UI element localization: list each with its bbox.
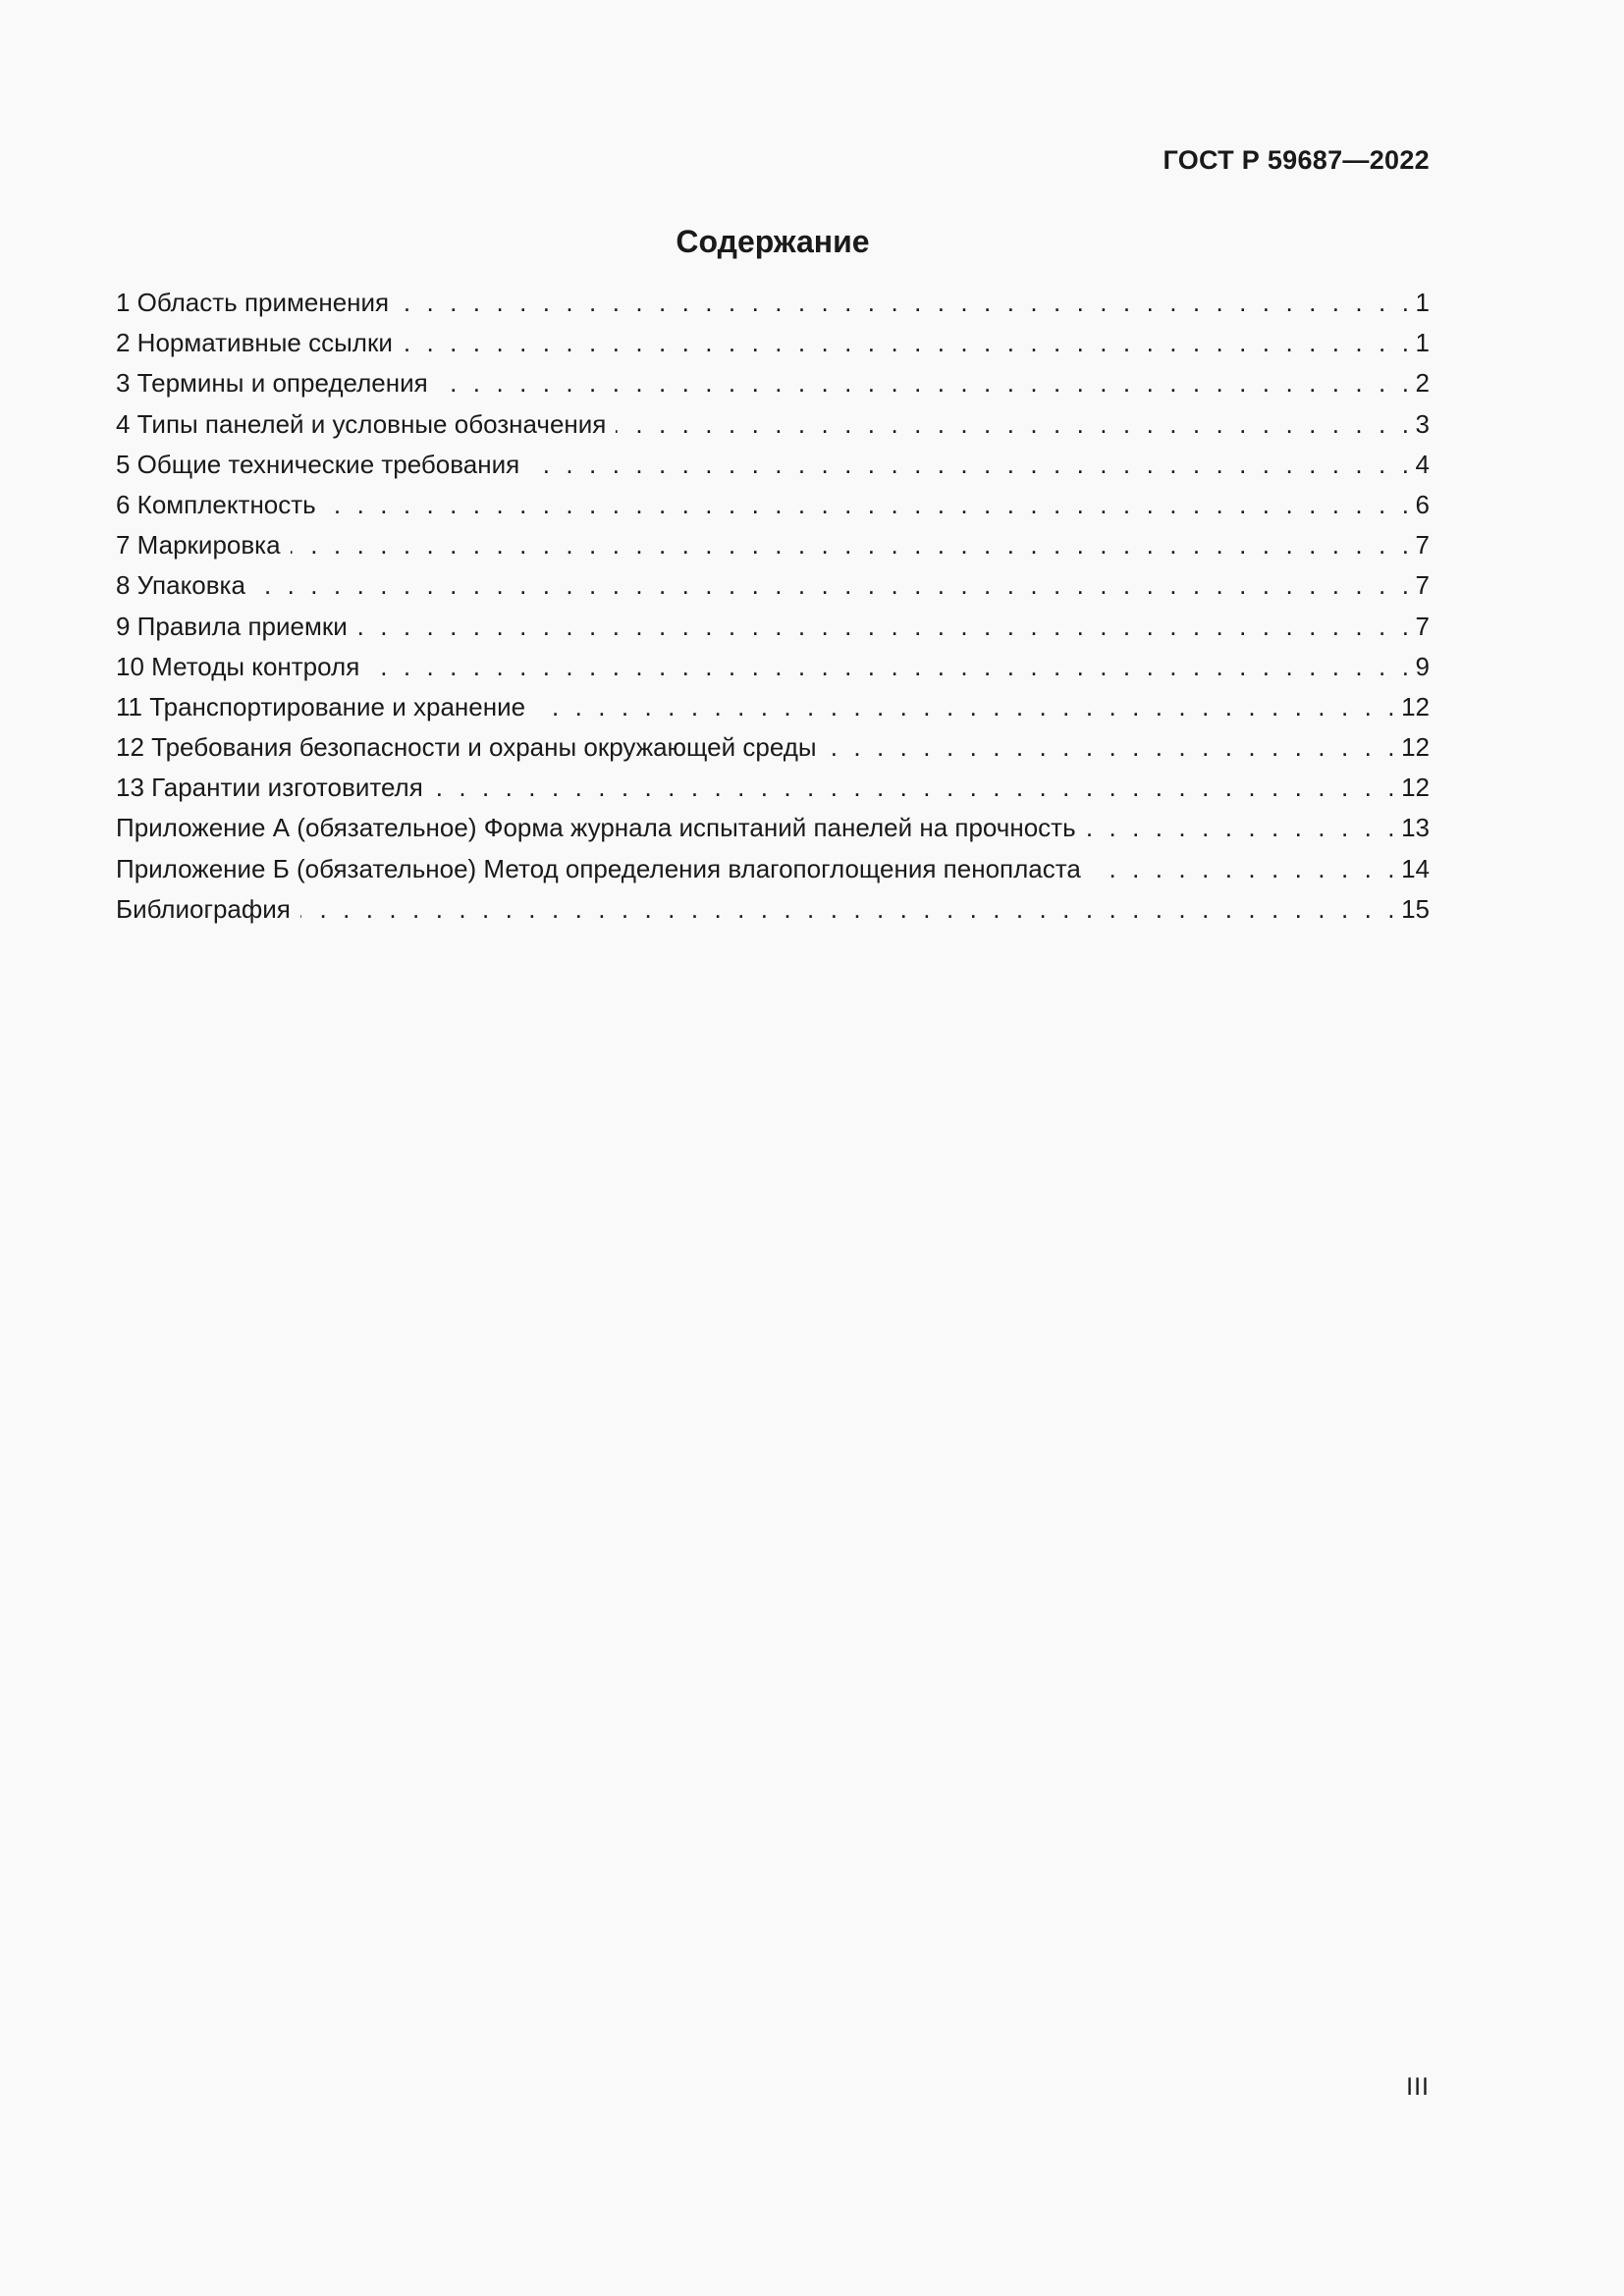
toc-entry-label: 6 Комплектность bbox=[116, 489, 316, 519]
toc-entry-label: Приложение А (обязательное) Форма журнала испытаний панелей на прочность bbox=[116, 813, 1076, 843]
toc-entry-label: 13 Гарантии изготовителя bbox=[116, 773, 423, 803]
toc-entry[interactable] bbox=[116, 849, 1430, 889]
toc-entry[interactable] bbox=[116, 727, 1430, 768]
dot-leader bbox=[433, 768, 1399, 808]
toc-entry[interactable] bbox=[116, 647, 1430, 687]
dot-leader bbox=[1086, 808, 1399, 848]
toc-entry[interactable] bbox=[116, 525, 1430, 565]
toc-entry[interactable] bbox=[116, 808, 1430, 848]
page-number: III bbox=[1406, 2073, 1430, 2101]
toc-title: Содержание bbox=[676, 224, 870, 259]
dot-leader bbox=[369, 647, 1413, 687]
toc-entry-label: 11 Транспортирование и хранение bbox=[116, 691, 526, 721]
toc-entry-page: 12 bbox=[1401, 732, 1430, 763]
toc-entry[interactable] bbox=[116, 283, 1430, 323]
dot-leader bbox=[291, 525, 1414, 565]
dot-leader bbox=[529, 445, 1413, 485]
toc-entry-page: 3 bbox=[1415, 408, 1430, 439]
toc-entry-label: 3 Термины и определения bbox=[116, 368, 428, 399]
dot-leader bbox=[300, 889, 1399, 930]
toc-entry-page: 9 bbox=[1415, 651, 1430, 681]
toc-entry-page: 13 bbox=[1401, 813, 1430, 843]
toc-entry[interactable] bbox=[116, 768, 1430, 808]
toc-entry-label: 7 Маркировка bbox=[116, 530, 281, 561]
dot-leader bbox=[616, 404, 1413, 445]
toc-entry-label: 12 Требования безопасности и охраны окружающей среды bbox=[116, 732, 817, 763]
dot-leader bbox=[535, 687, 1399, 727]
toc-entry-page: 14 bbox=[1401, 853, 1430, 883]
toc-entry-label: 9 Правила приемки bbox=[116, 611, 348, 641]
toc-entry-page: 4 bbox=[1415, 449, 1430, 479]
dot-leader bbox=[827, 727, 1400, 768]
toc-entry-label: Библиография bbox=[116, 893, 291, 924]
toc-entry-page: 12 bbox=[1401, 691, 1430, 721]
toc-entry[interactable] bbox=[116, 445, 1430, 485]
toc-entry[interactable] bbox=[116, 404, 1430, 445]
table-of-contents bbox=[116, 283, 1430, 930]
dot-leader bbox=[403, 323, 1414, 363]
dot-leader bbox=[326, 485, 1414, 525]
dot-leader bbox=[255, 565, 1414, 606]
dot-leader bbox=[1091, 849, 1399, 889]
dot-leader bbox=[438, 363, 1414, 403]
toc-entry[interactable] bbox=[116, 485, 1430, 525]
toc-entry-label: 1 Область применения bbox=[116, 288, 390, 317]
toc-entry[interactable] bbox=[116, 607, 1430, 647]
toc-entry-page: 7 bbox=[1415, 611, 1430, 641]
toc-entry-label: 2 Нормативные ссылки bbox=[116, 328, 393, 358]
toc-entry-label: 5 Общие технические требования bbox=[116, 449, 520, 479]
toc-entry-label: 8 Упаковка bbox=[116, 570, 245, 601]
toc-entry-page: 15 bbox=[1401, 893, 1430, 924]
dot-leader bbox=[399, 283, 1413, 323]
toc-entry-page: 1 bbox=[1415, 288, 1430, 317]
dot-leader bbox=[357, 607, 1414, 647]
toc-entry-page: 6 bbox=[1415, 489, 1430, 519]
toc-entry-page: 1 bbox=[1415, 328, 1430, 358]
toc-entry-page: 7 bbox=[1415, 570, 1430, 601]
toc-entry[interactable] bbox=[116, 889, 1430, 930]
document-code: ГОСТ Р 59687—2022 bbox=[1163, 145, 1430, 175]
toc-entry-page: 7 bbox=[1415, 530, 1430, 561]
toc-entry[interactable] bbox=[116, 323, 1430, 363]
toc-entry-label: 10 Методы контроля bbox=[116, 651, 360, 681]
toc-entry[interactable] bbox=[116, 565, 1430, 606]
toc-entry-page: 12 bbox=[1401, 773, 1430, 803]
toc-entry[interactable] bbox=[116, 363, 1430, 403]
toc-entry[interactable] bbox=[116, 687, 1430, 727]
toc-entry-label: 4 Типы панелей и условные обозначения bbox=[116, 408, 607, 439]
toc-entry-label: Приложение Б (обязательное) Метод определения влагопоглощения пенопласта bbox=[116, 853, 1081, 883]
toc-entry-page: 2 bbox=[1415, 368, 1430, 399]
